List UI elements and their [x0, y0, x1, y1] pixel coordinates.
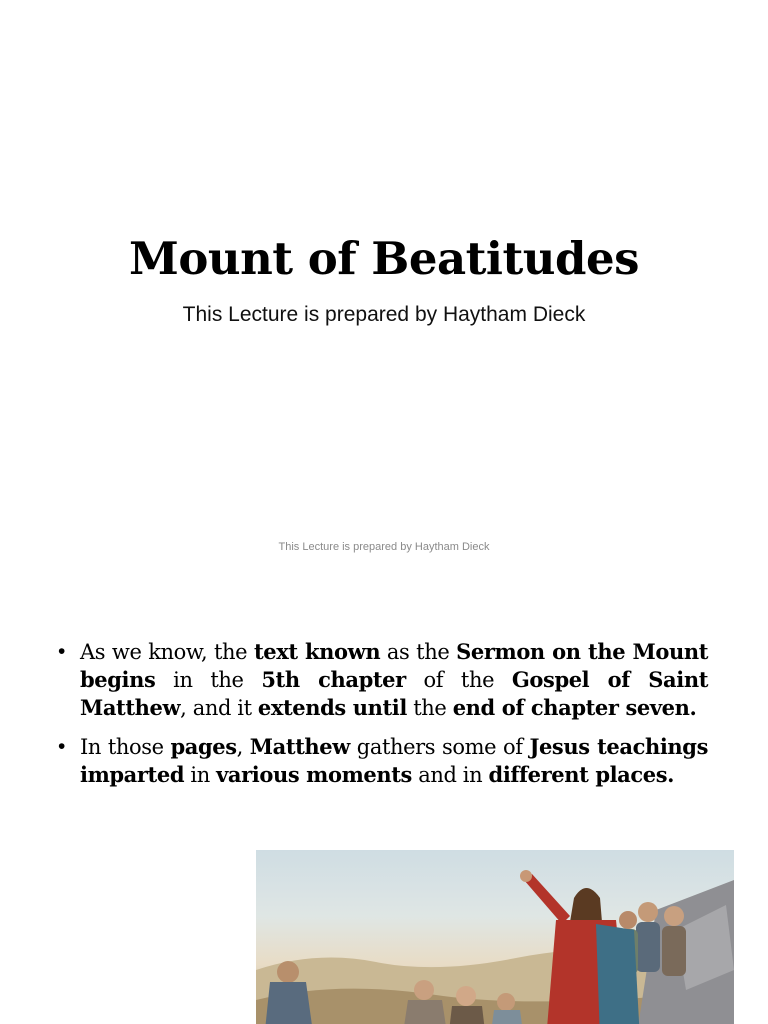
bullet-text-segment-bold: text known [253, 639, 381, 664]
bullet-text-segment: the [406, 696, 453, 720]
content-slide [0, 580, 768, 1024]
figure-head [638, 902, 658, 922]
bullet-text-segment: as the [380, 640, 457, 664]
figure-head [456, 986, 476, 1006]
figure-body [402, 1000, 448, 1024]
figure-head [664, 906, 684, 926]
bullet-text-segment-bold: Sermon on the Mount begins [80, 639, 709, 692]
figure-head [414, 980, 434, 1000]
slide-subtitle: This Lecture is prepared by Haytham Dieck [182, 303, 586, 326]
figure-head [277, 961, 299, 983]
bullet-text-segment-bold: 5th chapter [261, 667, 406, 692]
jesus-hair [570, 888, 602, 922]
slide-title: Mount of Beatitudes [129, 232, 639, 285]
bullet-text-segment: in the [155, 668, 262, 692]
figure-body [264, 982, 314, 1024]
bullet-text-segment: , and it [180, 696, 258, 720]
figure-body [490, 1010, 524, 1024]
figure-body [448, 1006, 486, 1024]
bullet-text-segment-bold: Jesus teachings imparted [80, 734, 708, 787]
figure-head [619, 911, 637, 929]
slide-footer: This Lecture is prepared by Haytham Dieck [278, 541, 490, 553]
sermon-on-the-mount-painting [256, 850, 734, 1024]
bullet-text-segment: gathers some of [349, 735, 530, 759]
bullet-item-2 [56, 733, 708, 789]
figure-body [636, 922, 660, 972]
bullet-marker: • [58, 735, 65, 758]
bullet-list [56, 638, 708, 800]
bullet-text-segment-bold: various moments [216, 762, 412, 787]
bullet-text-segment-bold: pages [170, 734, 237, 759]
jesus-mantle [596, 924, 640, 1024]
bullet-text-segment: In those [80, 735, 171, 759]
bullet-text-segment-bold: Matthew [249, 734, 350, 759]
bullet-text-segment: in [184, 763, 217, 787]
bullet-text-segment-bold: different places. [488, 762, 675, 787]
bullet-text-segment: As we know, the [80, 640, 254, 664]
figure-body [662, 926, 686, 976]
figure-head [497, 993, 515, 1011]
bullet-item-1 [56, 638, 708, 722]
bullet-marker: • [58, 640, 65, 663]
bullet-text-segment: , [236, 735, 250, 759]
bullet-text-segment: and in [411, 763, 489, 787]
bullet-text-segment-bold: Gospel of Saint Matthew [80, 667, 709, 720]
jesus-raised-arm [524, 874, 570, 924]
bullet-text-segment: of the [405, 668, 512, 692]
bullet-text-segment-bold: extends until [257, 695, 407, 720]
painting-illustration [256, 850, 734, 1024]
jesus-hand [520, 870, 532, 882]
bullet-text-segment-bold: end of chapter seven. [452, 695, 697, 720]
